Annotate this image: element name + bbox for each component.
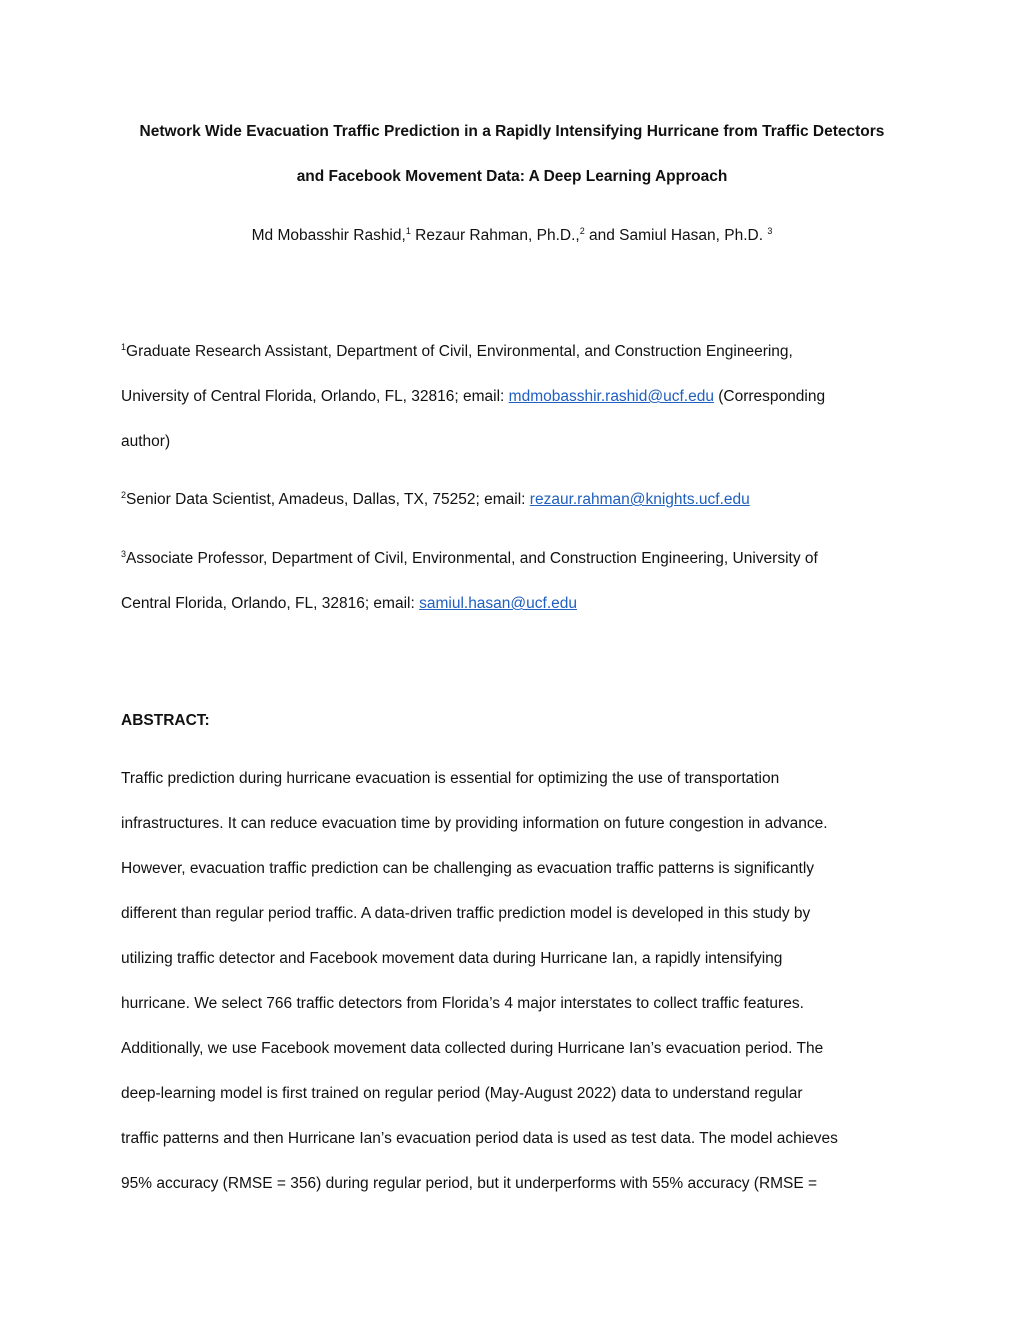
abstract-line: different than regular period traffic. A data-driven traffic prediction model is developed in this study by [121, 905, 811, 922]
author-3: and Samiul Hasan, Ph.D. [584, 227, 764, 244]
author-3-affiliation-mark: 3 [767, 225, 773, 236]
author-list [0, 226, 1024, 246]
abstract-heading: ABSTRACT: [121, 712, 210, 729]
affiliation-3-address: Central Florida, Orlando, FL, 32816; email: [121, 595, 420, 612]
affiliation-3-email-link[interactable]: samiul.hasan@ucf.edu [419, 595, 577, 612]
paper-title-line-1: Network Wide Evacuation Traffic Prediction in a Rapidly Intensifying Hurricane from Traffic Detectors [139, 123, 885, 140]
abstract-line: Traffic prediction during hurricane evacuation is essential for optimizing the use of transportation [121, 770, 780, 787]
author-1: Md Mobasshir Rashid, [251, 227, 406, 244]
abstract-line: Additionally, we use Facebook movement data collected during Hurricane Ian’s evacuation period. The [121, 1040, 824, 1057]
abstract-line: hurricane. We select 766 traffic detectors from Florida’s 4 major interstates to collect traffic features. [121, 995, 804, 1012]
abstract-line: However, evacuation traffic prediction can be challenging as evacuation traffic patterns is significantly [121, 860, 815, 877]
author-2-affiliation-mark: 2 [579, 225, 585, 236]
affiliation-2-text: Senior Data Scientist, Amadeus, Dallas, TX, 75252; email: [126, 491, 530, 508]
abstract-line: traffic patterns and then Hurricane Ian’s evacuation period data is used as test data. The model achieves [121, 1130, 838, 1147]
author-1-affiliation-mark: 1 [405, 225, 411, 236]
abstract-line: 95% accuracy (RMSE = 356) during regular period, but it underperforms with 55% accuracy (RMSE = [121, 1175, 818, 1192]
affiliation-1-line-2 [121, 387, 825, 407]
affiliation-2-line [121, 490, 750, 510]
affiliation-1-corresponding-note: (Corresponding [713, 388, 826, 405]
abstract-line: infrastructures. It can reduce evacuation time by providing information on future congestion in advance. [121, 815, 828, 832]
affiliation-3-text: Associate Professor, Department of Civil, Environmental, and Construction Engineering, University of [126, 550, 818, 567]
affiliation-1-email-link[interactable]: mdmobasshir.rashid@ucf.edu [508, 388, 714, 405]
affiliation-3-line-2 [121, 594, 577, 614]
affiliation-1-line-1 [121, 342, 793, 362]
paper-title-line-2: and Facebook Movement Data: A Deep Learning Approach [296, 168, 728, 185]
affiliation-1-address: University of Central Florida, Orlando, FL, 32816; email: [121, 388, 509, 405]
author-2: Rezaur Rahman, Ph.D., [410, 227, 580, 244]
affiliation-3-mark: 3 [121, 548, 127, 559]
abstract-line: utilizing traffic detector and Facebook movement data during Hurricane Ian, a rapidly intensifying [121, 950, 783, 967]
affiliation-3-line-1 [121, 549, 818, 569]
abstract-line: deep-learning model is first trained on regular period (May-August 2022) data to understand regular [121, 1085, 803, 1102]
affiliation-2-email-link[interactable]: rezaur.rahman@knights.ucf.edu [529, 491, 750, 508]
affiliation-2-mark: 2 [121, 489, 127, 500]
affiliation-1-line-3: author) [121, 433, 171, 450]
affiliation-1-text: Graduate Research Assistant, Department of Civil, Environmental, and Construction Engineering, [126, 343, 793, 360]
affiliation-1-mark: 1 [121, 341, 127, 352]
